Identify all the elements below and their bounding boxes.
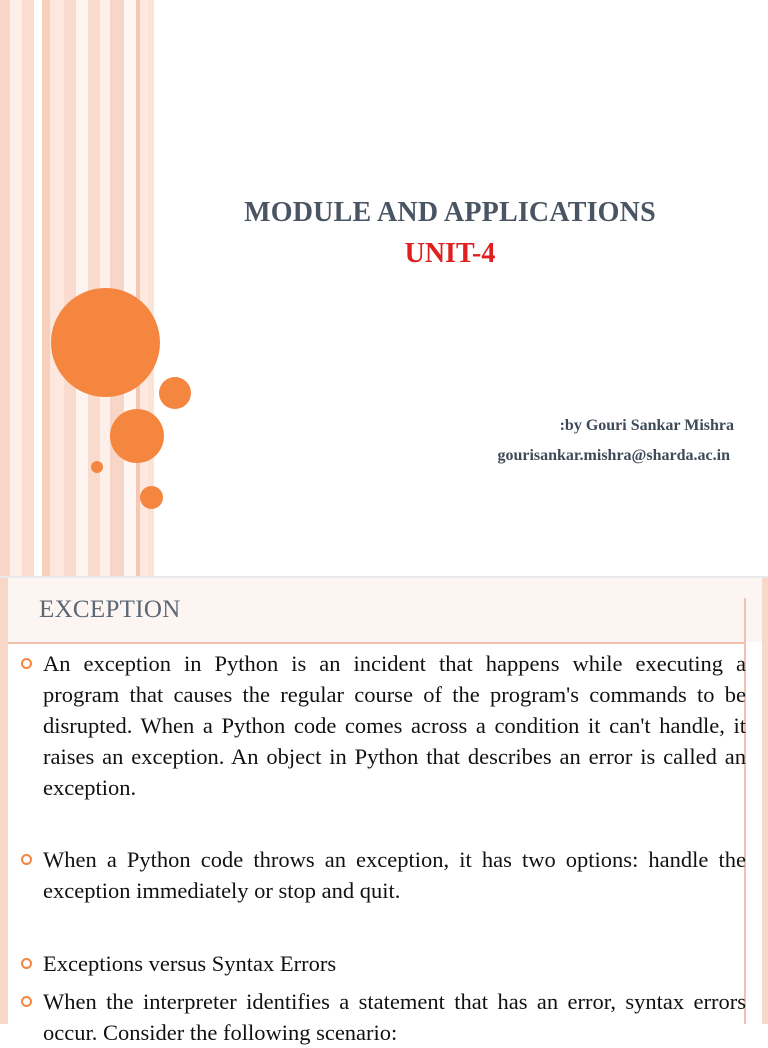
decorative-stripes: [0, 0, 148, 576]
list-item-text: When the interpreter identifies a statement that has an error, syntax errors occur. Consider the following scenario:: [43, 989, 746, 1045]
list-item: [43, 844, 746, 906]
slide-title: MODULE AND APPLICATIONS: [244, 197, 656, 228]
list-item-text: An exception in Python is an incident that happens while executing a program that causes the regular course of the program's commands to be disrupted. When a Python code comes across a condition it can't handle, it raises an exception. An object in Python that describes an error is called an exception.: [43, 651, 746, 800]
slide-heading: EXCEPTION: [39, 596, 181, 623]
author-email: gourisankar.mishra@sharda.ac.in: [497, 447, 730, 464]
list-item: [43, 948, 746, 979]
content-slide: [0, 578, 768, 1045]
decorative-circle-icon: [140, 486, 163, 509]
decorative-left-bar: [0, 578, 8, 1024]
decorative-right-bar: [762, 578, 768, 1024]
list-item: [43, 986, 746, 1048]
list-item: [43, 648, 746, 803]
decorative-circle-icon: [159, 377, 191, 409]
slide-subtitle: UNIT-4: [404, 238, 496, 269]
list-item-text: Exceptions versus Syntax Errors: [43, 951, 337, 976]
decorative-circle-icon: [91, 461, 103, 473]
header-underline: [8, 642, 744, 644]
author-byline: :by Gouri Sankar Mishra: [559, 417, 734, 434]
circle-bullet-icon: [21, 996, 32, 1007]
decorative-circle-icon: [51, 288, 160, 397]
decorative-circle-icon: [110, 409, 164, 463]
list-item-text: When a Python code throws an exception, it has two options: handle the exception immediately or stop and quit.: [43, 847, 746, 903]
circle-bullet-icon: [21, 854, 32, 865]
circle-bullet-icon: [21, 958, 32, 969]
circle-bullet-icon: [21, 658, 32, 669]
